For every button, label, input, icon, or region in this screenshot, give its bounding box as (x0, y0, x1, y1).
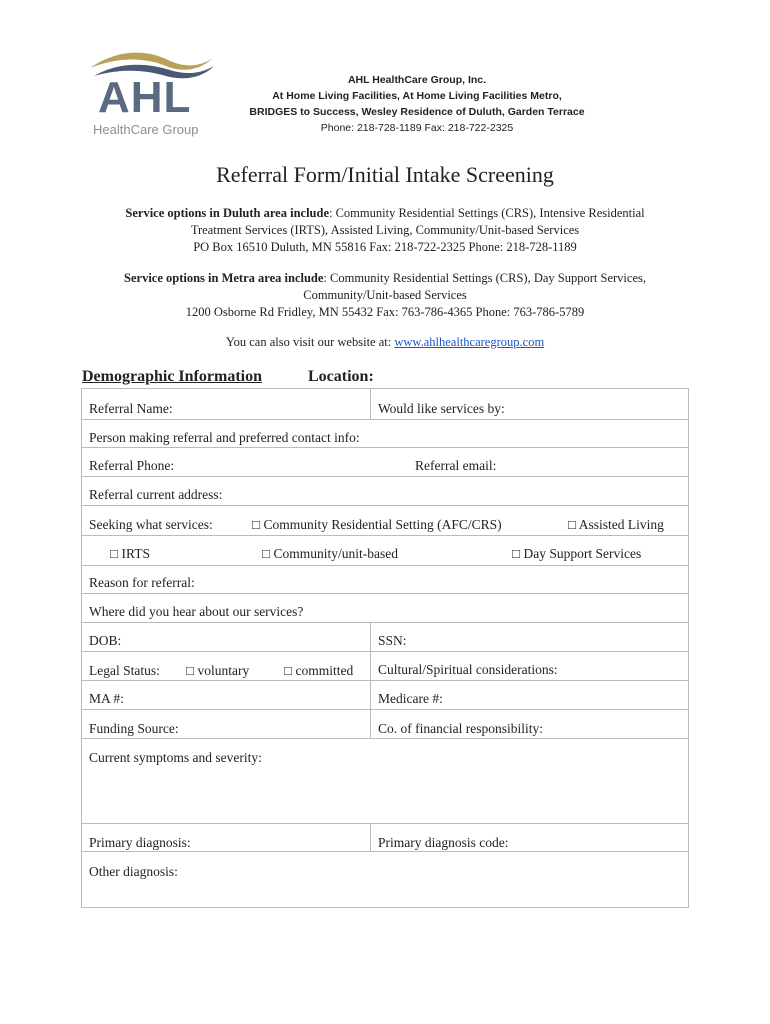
other-diagnosis-label: Other diagnosis: (89, 864, 178, 879)
form-column-divider (370, 389, 371, 419)
website-link[interactable]: www.ahlhealthcaregroup.com (394, 335, 545, 349)
community-unit-checkbox[interactable]: □ Community/unit-based (262, 546, 399, 561)
page-title: Referral Form/Initial Intake Screening (216, 162, 554, 187)
duluth-label: Service options in Duluth area include (125, 206, 329, 220)
financial-label: Co. of financial responsibility: (378, 721, 543, 736)
day-support-checkbox[interactable]: □ Day Support Services (512, 546, 642, 561)
assisted-living-checkbox[interactable]: □ Assisted Living (568, 517, 664, 532)
dob-label: DOB: (89, 633, 122, 648)
form-divider (82, 622, 688, 623)
irts-checkbox[interactable]: □ IRTS (110, 546, 150, 561)
ma-label: MA #: (89, 691, 124, 706)
company-phone: Phone: 218-728-1189 Fax: 218-722-2325 (320, 122, 514, 134)
website-line (0, 335, 770, 350)
location-heading: Location: (308, 368, 374, 385)
form-divider (82, 709, 688, 710)
form-divider (82, 851, 688, 852)
funding-label: Funding Source: (89, 721, 179, 736)
metra-line-3: 1200 Osborne Rd Fridley, MN 55432 Fax: 763-786-4365 Phone: 763-786-5789 (185, 305, 585, 319)
form-divider (82, 505, 688, 506)
form-divider (82, 593, 688, 594)
form-column-divider (370, 823, 371, 851)
company-name: AHL HealthCare Group, Inc. (347, 74, 487, 86)
form-divider (82, 447, 688, 448)
seeking-services-label: Seeking what services: (89, 517, 213, 532)
form-column-divider (370, 622, 371, 738)
logo-text: AHL (98, 73, 192, 122)
hear-label: Where did you hear about our services? (89, 604, 304, 619)
company-info (232, 72, 602, 136)
committed-checkbox[interactable]: □ committed (284, 663, 354, 678)
primary-diagnosis-code-label: Primary diagnosis code: (378, 835, 509, 850)
metra-services (60, 270, 710, 321)
duluth-line-3: PO Box 16510 Duluth, MN 55816 Fax: 218-722-2325 Phone: 218-728-1189 (193, 240, 577, 254)
ahl-logo (88, 46, 218, 141)
metra-line-1: : Community Residential Settings (CRS), Day Support Services, (323, 271, 646, 285)
voluntary-checkbox[interactable]: □ voluntary (186, 663, 250, 678)
crs-checkbox[interactable]: □ Community Residential Setting (AFC/CRS) (252, 517, 502, 532)
form-divider (82, 823, 688, 824)
referral-email-label: Referral email: (415, 458, 497, 473)
metra-label: Service options in Metra area include (124, 271, 324, 285)
primary-diagnosis-label: Primary diagnosis: (89, 835, 191, 850)
reason-label: Reason for referral: (89, 575, 195, 590)
services-by-label: Would like services by: (378, 401, 505, 416)
duluth-line-2: Treatment Services (IRTS), Assisted Living, Community/Unit-based Services (190, 223, 580, 237)
duluth-line-1: : Community Residential Settings (CRS), Intensive Residential (329, 206, 645, 220)
facilities-line-1: At Home Living Facilities, At Home Living Facilities Metro, (272, 90, 562, 102)
form-divider (82, 419, 688, 420)
ssn-label: SSN: (378, 633, 407, 648)
referral-phone-label: Referral Phone: (89, 458, 175, 473)
metra-line-2: Community/Unit-based Services (303, 288, 467, 302)
legal-status-label: Legal Status: (89, 663, 160, 678)
form-divider (82, 738, 688, 739)
cultural-label: Cultural/Spiritual considerations: (378, 662, 558, 677)
website-prefix: You can also visit our website at: (225, 335, 395, 349)
form-divider (82, 476, 688, 477)
referral-name-label: Referral Name: (89, 401, 173, 416)
intake-form (81, 388, 689, 908)
symptoms-label: Current symptoms and severity: (89, 750, 262, 765)
person-referral-label: Person making referral and preferred contact info: (89, 430, 360, 445)
demographic-heading: Demographic Information (82, 368, 262, 385)
logo-subtext: HealthCare Group (93, 122, 199, 137)
medicare-label: Medicare #: (378, 691, 443, 706)
duluth-services (60, 205, 710, 256)
form-divider (82, 535, 688, 536)
form-divider (82, 565, 688, 566)
form-divider (82, 651, 688, 652)
current-address-label: Referral current address: (89, 487, 223, 502)
form-divider (82, 680, 688, 681)
facilities-line-2: BRIDGES to Success, Wesley Residence of Duluth, Garden Terrace (249, 106, 585, 118)
